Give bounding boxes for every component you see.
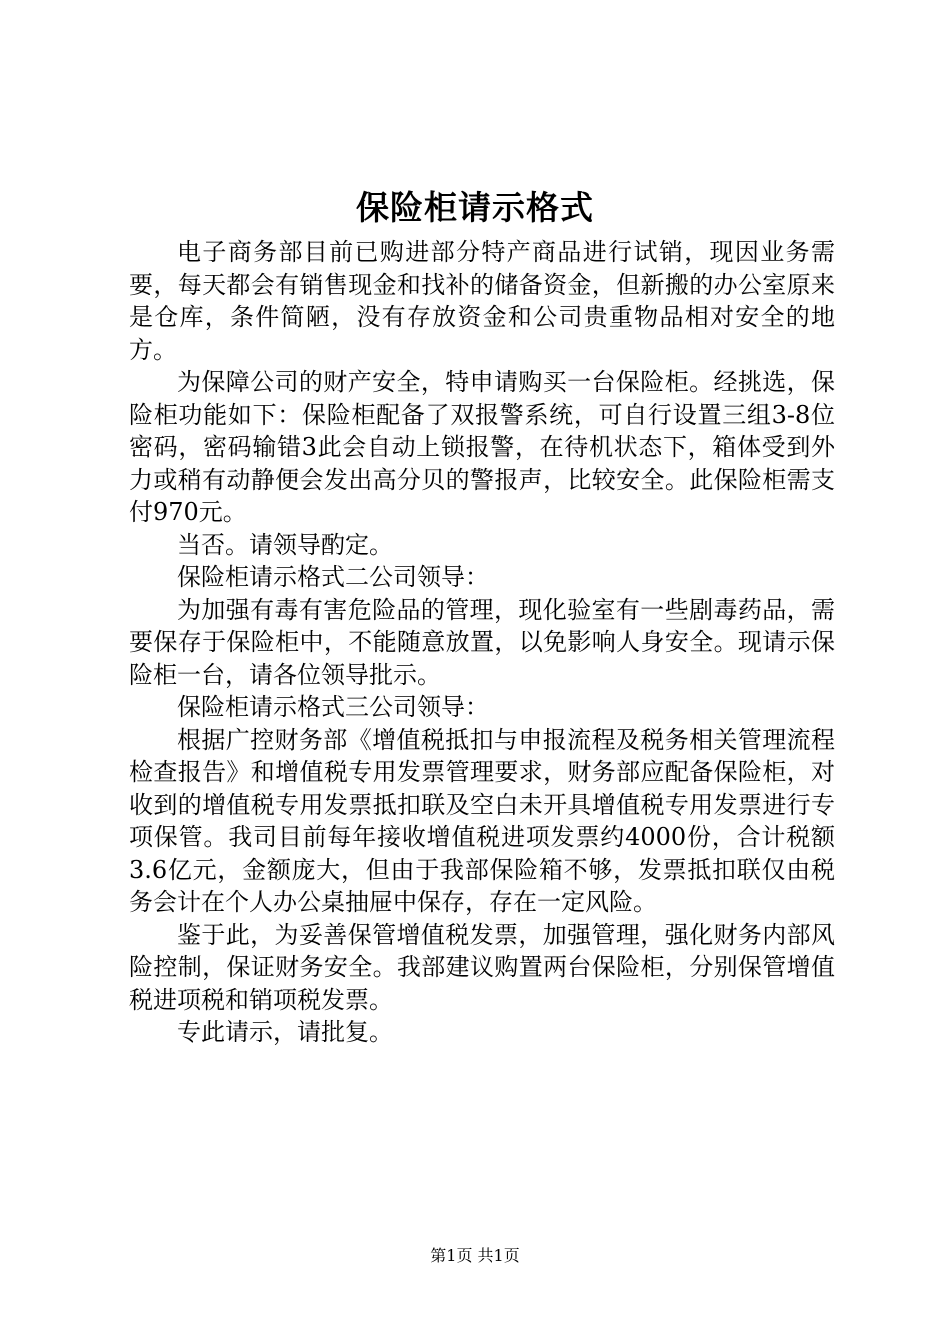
paragraph-1: 电子商务部目前已购进部分特产商品进行试销，现因业务需要，每天都会有销售现金和找补的储备资金，但新搬的办公室原来是仓库，条件简陋，没有存放资金和公司贵重物品相对安全的地方。	[129, 238, 835, 364]
page-title: 保险柜请示格式	[356, 188, 594, 227]
document-body	[129, 236, 835, 1049]
paragraph-4: 保险柜请示格式二公司领导：	[177, 563, 489, 591]
paragraph-3: 当否。请领导酌定。	[177, 530, 393, 559]
page-footer: 第1页 共1页	[430, 1246, 520, 1265]
paragraph-6: 保险柜请示格式三公司领导：	[177, 693, 489, 721]
paragraph-2: 为保障公司的财产安全，特申请购买一台保险柜。经挑选，保险柜功能如下：保险柜配备了双报警系统，可自行设置三组3-8位密码，密码输错3此会自动上锁报警，在待机状态下，箱体受到外力或稍有动静便会发出高分贝的警报声，比较安全。此保险柜需支付970元。	[129, 368, 835, 526]
paragraph-8: 鉴于此，为妥善保管增值税发票，加强管理，强化财务内部风险控制，保证财务安全。我部建议购置两台保险柜，分别保管增值税进项税和销项税发票。	[129, 920, 835, 1014]
paragraph-9: 专此请示，请批复。	[177, 1018, 393, 1046]
paragraph-5: 为加强有毒有害危险品的管理，现化验室有一些剧毒药品，需要保存于保险柜中，不能随意放置，以免影响人身安全。现请示保险柜一台，请各位领导批示。	[129, 595, 835, 689]
paragraph-7: 根据广控财务部《增值税抵扣与申报流程及税务相关管理流程检查报告》和增值税专用发票管理要求，财务部应配备保险柜，对收到的增值税专用发票抵扣联及空白未开具增值税专用发票进行专项保管。我司目前每年接收增值税进项发票约4000份，合计税额3.6亿元，金额庞大，但由于我部保险箱不够，发票抵扣联仅由税务会计在个人办公桌抽屉中保存，存在一定风险。	[129, 725, 835, 916]
